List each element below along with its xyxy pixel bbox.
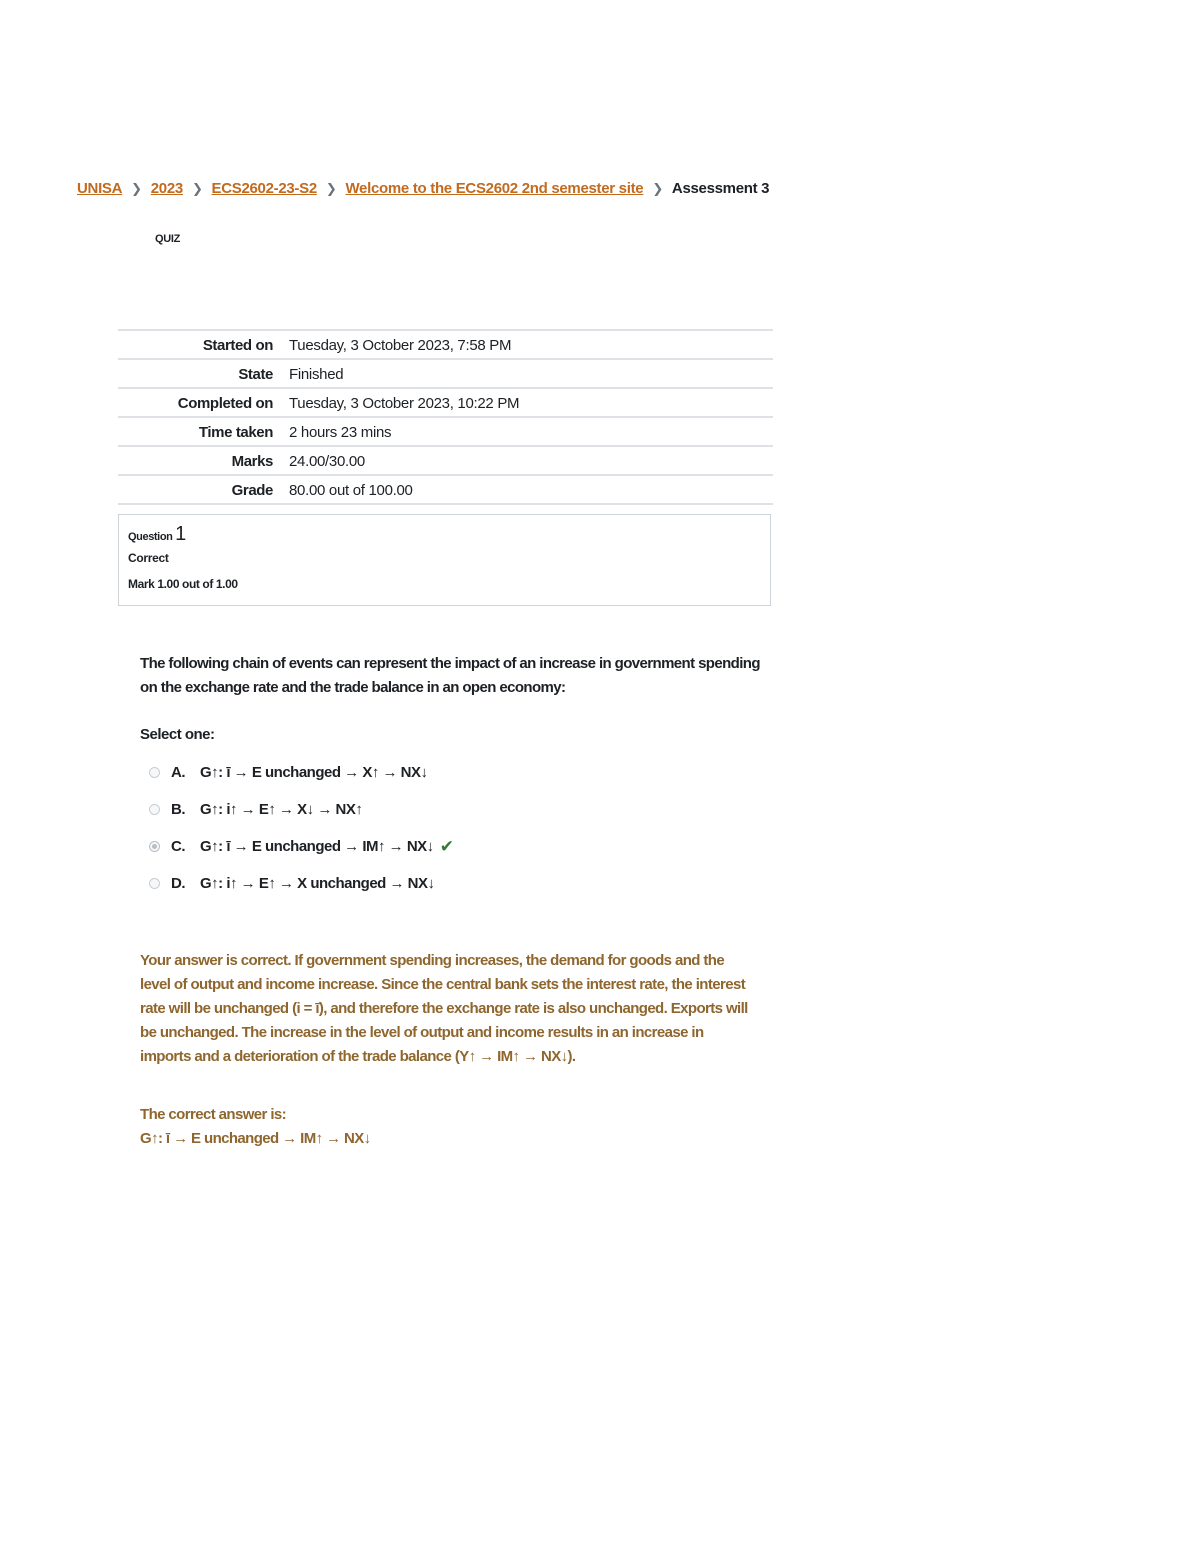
breadcrumb bbox=[77, 180, 769, 197]
summary-label: Time taken bbox=[198, 423, 273, 441]
chevron-right-icon: ❯ bbox=[325, 180, 337, 196]
radio-button[interactable] bbox=[149, 804, 160, 815]
answer-option-b[interactable] bbox=[149, 791, 453, 828]
summary-label: Marks bbox=[231, 452, 273, 470]
answer-prompt: Select one: bbox=[140, 726, 215, 743]
summary-label: Completed on bbox=[177, 394, 273, 412]
breadcrumb-link-welcome[interactable]: Welcome to the ECS2602 2nd semester site bbox=[345, 180, 644, 197]
breadcrumb-link-course[interactable]: ECS2602-23-S2 bbox=[211, 180, 317, 197]
right-answer-text: G↑: ī → E unchanged → IM↑ → NX↓ bbox=[140, 1130, 371, 1147]
summary-value: Tuesday, 3 October 2023, 7:58 PM bbox=[289, 336, 512, 354]
summary-value: Finished bbox=[289, 365, 344, 383]
question-state: Correct bbox=[128, 551, 169, 565]
answer-option-d[interactable] bbox=[149, 865, 453, 902]
chevron-right-icon: ❯ bbox=[131, 180, 142, 196]
summary-value: 80.00 out of 100.00 bbox=[289, 481, 413, 499]
summary-label: Grade bbox=[231, 481, 273, 499]
summary-value: Tuesday, 3 October 2023, 10:22 PM bbox=[289, 394, 520, 412]
answer-option-a[interactable] bbox=[149, 754, 453, 791]
answer-text: G↑: i↑ → E↑ → X unchanged → NX↓ bbox=[200, 875, 435, 892]
question-text: The following chain of events can represent the impact of an increase in government spending on the exchange rate and the trade balance in an open economy: bbox=[140, 655, 760, 696]
answer-text: G↑: i↑ → E↑ → X↓ → NX↑ bbox=[200, 801, 363, 818]
summary-row bbox=[118, 330, 773, 359]
question-number: 1 bbox=[175, 523, 186, 545]
summary-label: Started on bbox=[202, 336, 273, 354]
summary-value: 2 hours 23 mins bbox=[289, 423, 392, 441]
answer-text: G↑: ī → E unchanged → IM↑ → NX↓ bbox=[200, 838, 434, 855]
summary-label: State bbox=[238, 365, 273, 383]
question-grade: Mark 1.00 out of 1.00 bbox=[128, 577, 238, 591]
answer-letter: C. bbox=[171, 838, 185, 855]
question-number-line bbox=[128, 523, 761, 546]
answer-letter: D. bbox=[171, 875, 185, 892]
radio-button-selected[interactable] bbox=[149, 841, 160, 852]
radio-button[interactable] bbox=[149, 767, 160, 778]
breadcrumb-link-year[interactable]: 2023 bbox=[150, 180, 183, 197]
question-label: Question bbox=[128, 531, 173, 543]
summary-row bbox=[118, 388, 773, 417]
summary-value: 24.00/30.00 bbox=[289, 452, 365, 470]
right-answer-label: The correct answer is: bbox=[140, 1106, 287, 1123]
breadcrumb-current: Assessment 3 bbox=[671, 180, 770, 197]
attempt-summary-table bbox=[118, 329, 773, 505]
right-answer-block bbox=[140, 1103, 371, 1151]
chevron-right-icon: ❯ bbox=[652, 180, 663, 196]
summary-row bbox=[118, 417, 773, 446]
answer-list bbox=[149, 754, 453, 902]
chevron-right-icon: ❯ bbox=[191, 180, 203, 196]
check-icon: ✔ bbox=[439, 836, 454, 856]
breadcrumb-link-unisa[interactable]: UNISA bbox=[77, 180, 123, 197]
summary-row bbox=[118, 359, 773, 388]
answer-letter: A. bbox=[171, 764, 185, 781]
summary-row bbox=[118, 475, 773, 504]
radio-button[interactable] bbox=[149, 878, 160, 889]
answer-text: G↑: ī → E unchanged → X↑ → NX↓ bbox=[200, 764, 428, 781]
summary-row bbox=[118, 446, 773, 475]
general-feedback: Your answer is correct. If government spending increases, the demand for goods and the level of output and income increase. Since the central bank sets the interest rate, the interest rate will be unchanged (i = ī), and therefore the exchange rate is also unchanged. Exports will be unchanged. The increase in the level of output and income results in an increase in imports and a deterioration of the trade balance (Y↑ → IM↑ → NX↓). bbox=[140, 952, 748, 1065]
question-info-box bbox=[118, 514, 771, 606]
module-label: QUIZ bbox=[155, 233, 181, 245]
answer-option-c[interactable] bbox=[149, 828, 453, 865]
answer-letter: B. bbox=[171, 801, 185, 818]
